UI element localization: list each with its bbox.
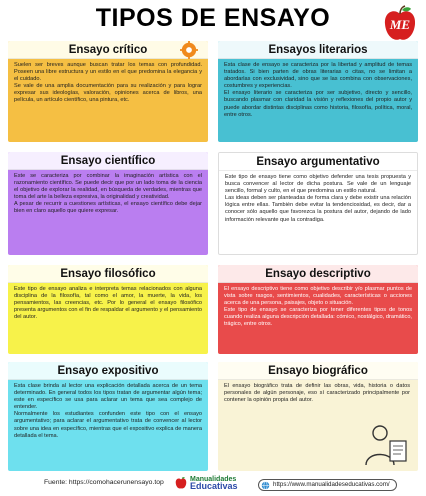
- logo-text: ME: [389, 17, 411, 32]
- brand-line1: Manualidades: [190, 476, 237, 483]
- card-ensayo-descriptivo: [218, 265, 418, 354]
- card-title: Ensayos literarios: [218, 41, 418, 59]
- website-url: https://www.manualidadeseducativas.com/: [273, 481, 390, 488]
- card-paragraph: Este tipo de ensayo analiza e interpreta temas relacionados con alguna disciplina de la filosofía, tal como el amor, la muerte, la vida, los pensamientos, las creencias, etc. Por lo general el ensayo filosófico presenta argumentos con el fin de respaldar el argumento y el pensamiento del autor.: [14, 286, 202, 321]
- card-ensayo-critico: [8, 41, 208, 142]
- globe-icon: [261, 481, 270, 490]
- card-paragraph: El ensayo literario se caracteriza por ser subjetivo, directo y sencillo, buscando plasmar con claridad la visión y reflexiones del propio autor y puede abordar distintas disciplinas como historia, filosofía, política, moral, entre otros.: [224, 90, 412, 118]
- card-ensayo-expositivo: [8, 362, 208, 471]
- footer: [0, 474, 426, 496]
- card-paragraph: Suelen ser breves aunque buscan tratar los temas con profundidad. Poseen una libre estructura y un estilo en el que predomina la elegancia y el cuidado.: [14, 62, 202, 83]
- card-paragraph: Este tipo de ensayo tiene como objetivo defender una tesis propuesta y busca convencer al lector de dicha postura. Se vale de un lenguaje sencillo, formal y culto, en el que predomina un estilo natural.: [225, 174, 411, 195]
- card-paragraph: El ensayo descriptivo tiene como objetivo describir y/o plasmar puntos de vista sobre rasgos, sentimientos, cualidades, características o acciones acerca de una persona, paisajes, objeto o situación.: [224, 286, 412, 307]
- card-paragraph: Las ideas deben ser planteadas de forma clara y debe existir una relación lógica entre ellas. También debe evitar la tendenciosidad, es decir, dar a conocer sólo aquello que favorezca la postura del autor, dejando de lado información relevante que la contradiga.: [225, 195, 411, 223]
- card-ensayo-biografico: [218, 362, 418, 471]
- card-title: Ensayo filosófico: [8, 265, 208, 283]
- card-ensayo-argumentativo: [218, 152, 418, 255]
- card-ensayo-filosofico: [8, 265, 208, 354]
- apple-logo-icon: [380, 4, 420, 44]
- gear-head-icon: [180, 41, 198, 59]
- card-paragraph: Este se caracteriza por combinar la imaginación artística con el razonamiento científico. Se puede decir que por un lado toma de la ciencia el objetivo de explorar la realidad, en búsqueda de verdades, mientras que toma del arte la belleza expresiva, la originalidad y creatividad.: [14, 173, 202, 201]
- website-link[interactable]: [258, 479, 397, 491]
- card-paragraph: Esta clase brinda al lector una explicación detallada acerca de un tema determinado. En general todos los tipos tratan de argumentar algún tema; este en específico se usa para aclarar un tema que sea complejo de entender.: [14, 383, 202, 411]
- apple-logo-icon: [174, 476, 188, 490]
- card-paragraph: A pesar de recurrir a cuestiones artísticas, el ensayo científico debe dejar bien en claro aquello que quiere expresar.: [14, 201, 202, 215]
- card-paragraph: Esta clase de ensayo se caracteriza por la libertad y amplitud de temas tratados. Si bien parten de obras literarias o citas, no se limitan a abordarlas con exclusividad, sino que se las combina con observaciones, costumbres y experiencias.: [224, 62, 412, 90]
- brand-line2: Educativas: [190, 481, 238, 491]
- writer-icon: [360, 421, 412, 467]
- card-paragraph: Se vale de una amplia documentación para su realización y para lograr expresar sus ideologías, valoración, opiniones acerca de libros, una película, un artículo científico, una pintura, etc.: [14, 83, 202, 104]
- card-title: Ensayo biográfico: [218, 362, 418, 380]
- card-title: Ensayo crítico: [8, 41, 208, 59]
- card-paragraph: El ensayo biográfico trata de definir las obras, vida, historia o datos personales de algún personaje, eso sí caracterizado principalmente por contener la opinión propia del autor.: [224, 383, 410, 404]
- card-title: Ensayo científico: [8, 152, 208, 170]
- card-title: Ensayo argumentativo: [219, 153, 417, 171]
- card-paragraph: Normalmente los estudiantes confunden este tipo con el ensayo argumentativo; para aclarar el argumentativo trata de convencer al lector sobre una idea en específico, mientras que el expositivo explica de manera detallada el tema.: [14, 411, 202, 439]
- card-ensayo-cientifico: [8, 152, 208, 255]
- card-paragraph: Este tipo de ensayo se caracteriza por tener diferentes tipos de tonos cuando realiza alguna descripción detallada: cómico, nostálgico, dramático, trágico, entre otros.: [224, 307, 412, 328]
- page-title: TIPOS DE ENSAYO: [95, 4, 331, 32]
- card-ensayos-literarios: [218, 41, 418, 142]
- source-text: Fuente: https://comohacerunensayo.top: [44, 479, 164, 486]
- card-title: Ensayo expositivo: [8, 362, 208, 380]
- brand-logo: [174, 476, 238, 490]
- card-title: Ensayo descriptivo: [218, 265, 418, 283]
